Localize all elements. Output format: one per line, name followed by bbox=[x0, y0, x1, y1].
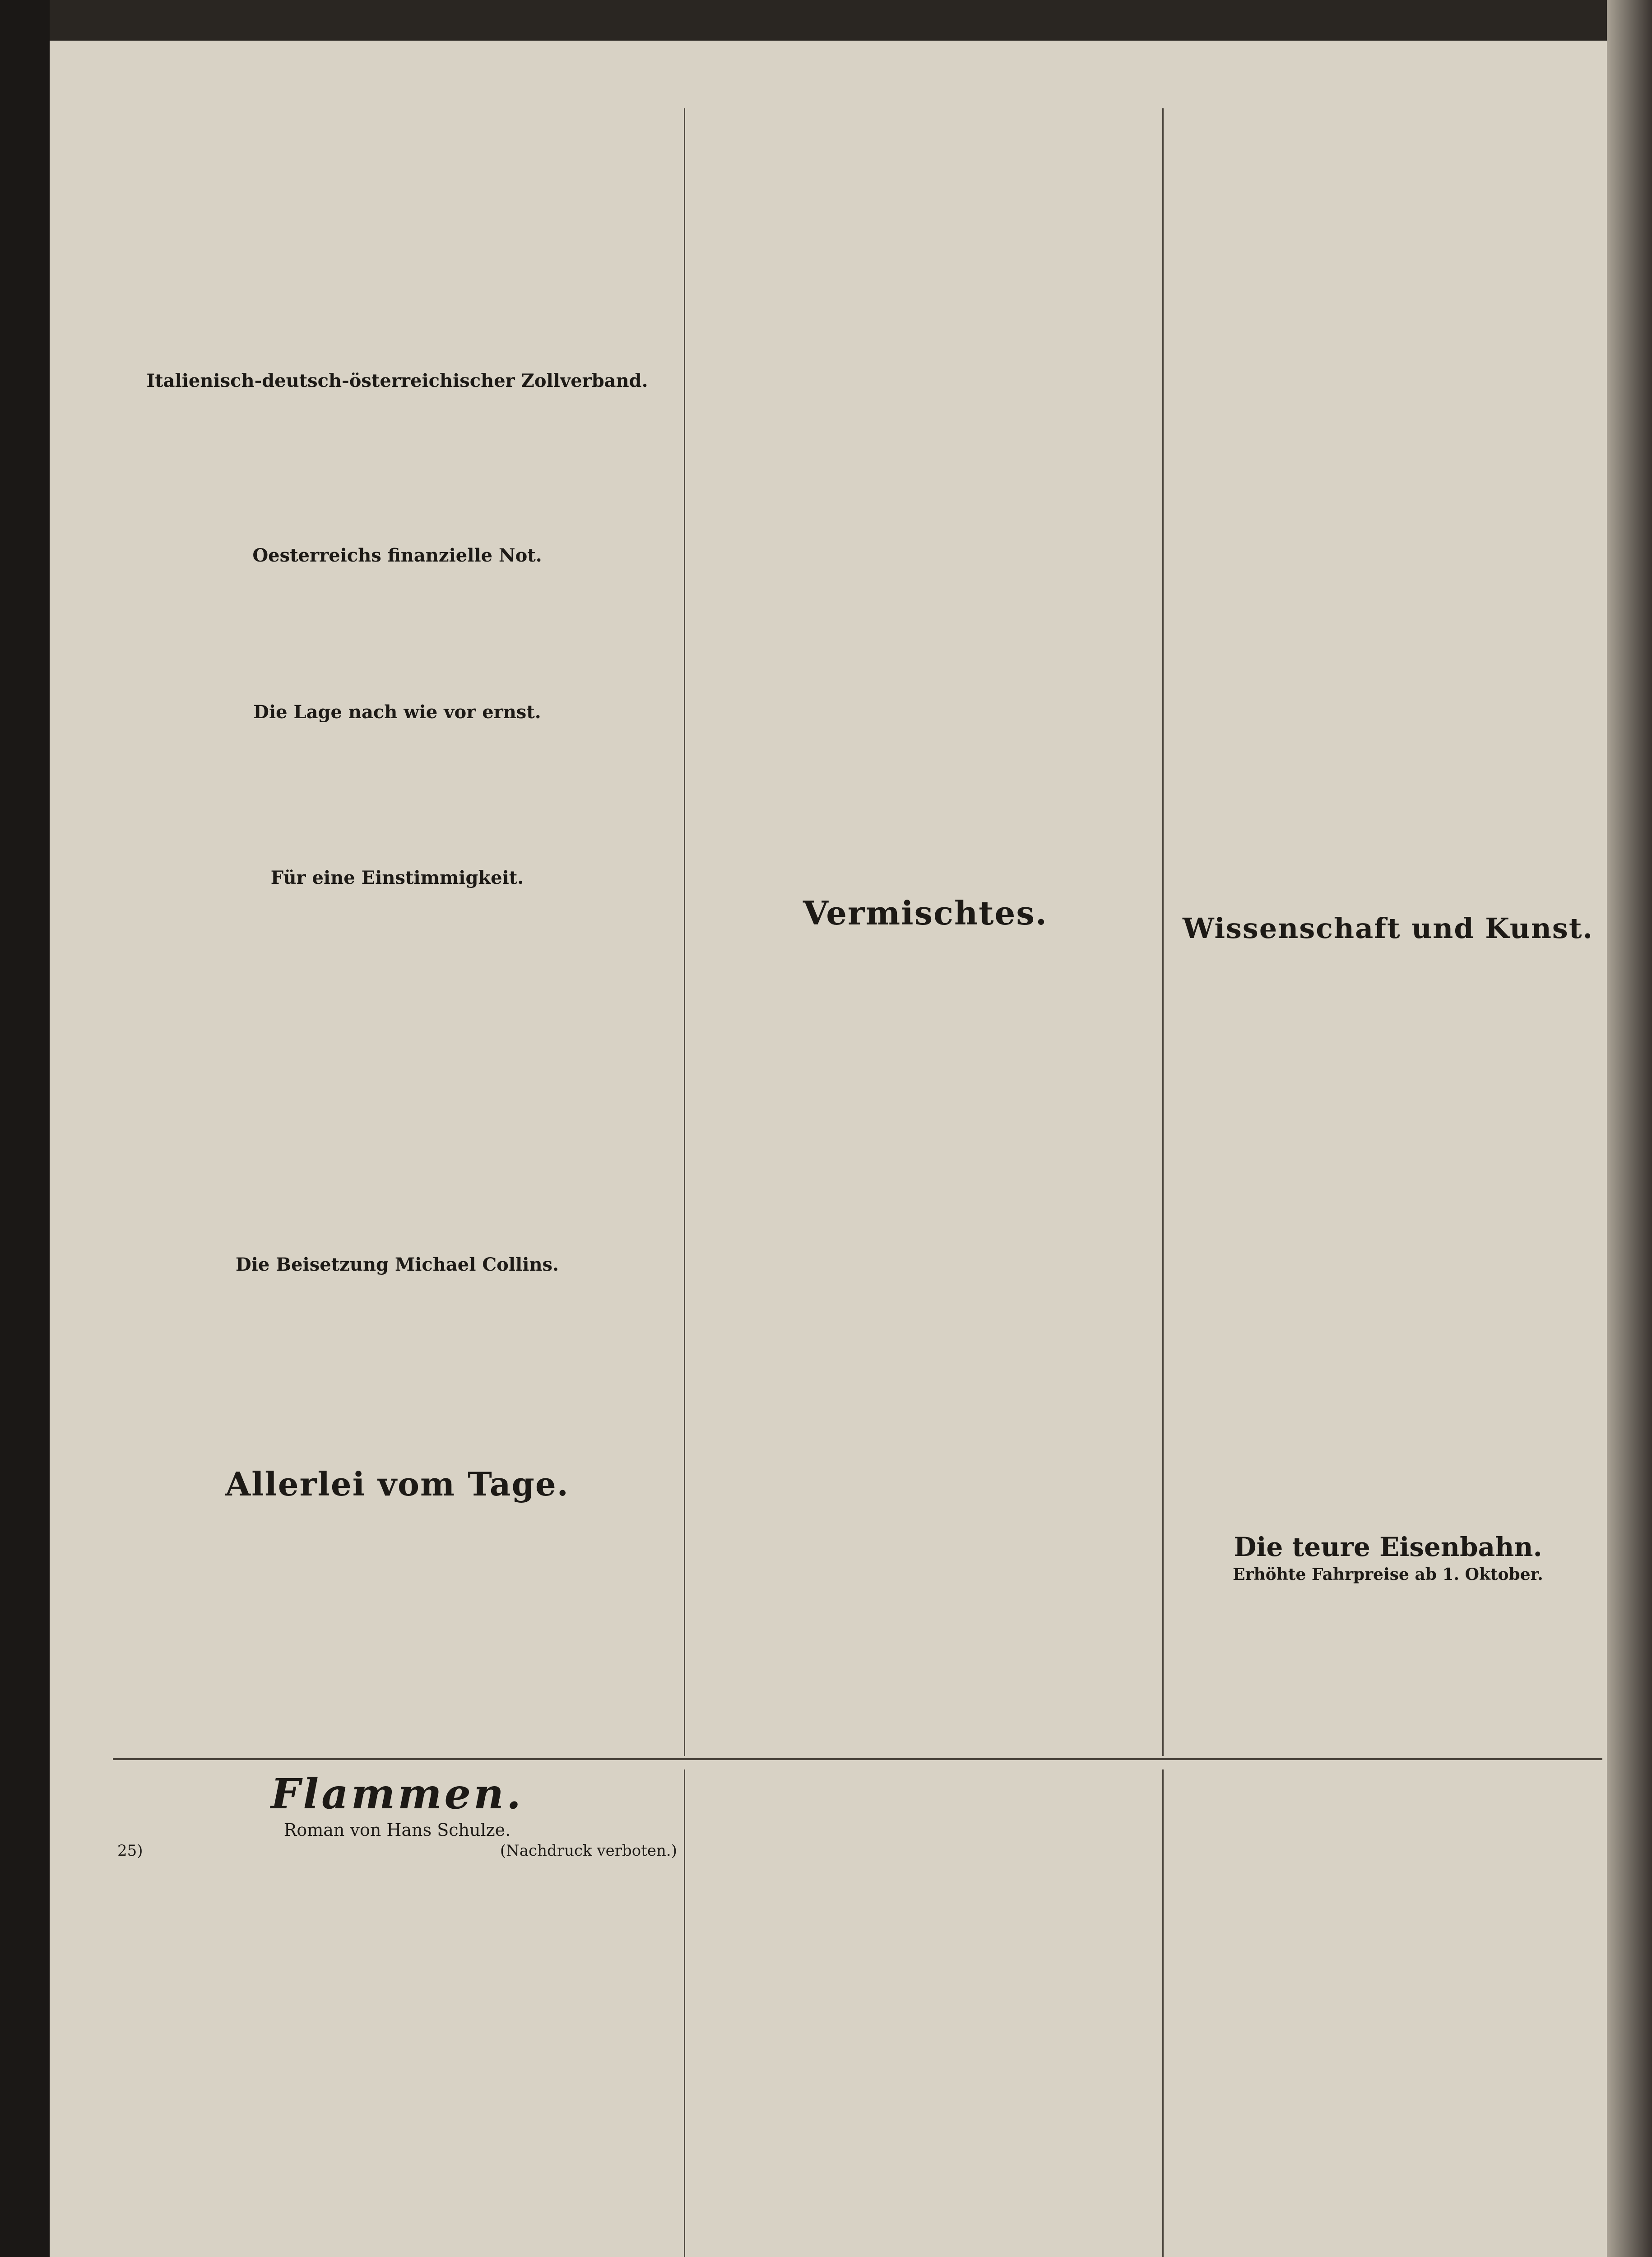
feuilleton-rule-1 bbox=[684, 1769, 685, 2257]
feuilleton-installment-line bbox=[117, 1842, 677, 1860]
column-middle bbox=[695, 108, 1155, 1756]
subhead-oesterreich: Oesterreichs finanzielle Not. bbox=[252, 545, 542, 566]
subhead-zollverband: Italienisch-deutsch-österreichischer Zollverband. bbox=[146, 370, 648, 391]
feuilleton-rule-2 bbox=[1162, 1769, 1164, 2257]
newspaper-page bbox=[50, 41, 1607, 2257]
eisenbahn-subheadline: Erhöhte Fahrpreise ab 1. Oktober. bbox=[1233, 1565, 1543, 1584]
subhead-einstimmigkeit: Für eine Einstimmigkeit. bbox=[270, 867, 524, 888]
column-rule-1 bbox=[684, 108, 685, 1756]
feuilleton-installment: 25) bbox=[117, 1842, 143, 1860]
column-rule-2 bbox=[1162, 108, 1164, 1756]
feuilleton-column-left bbox=[117, 1769, 677, 2257]
subhead-collins: Die Beisetzung Michael Collins. bbox=[236, 1254, 559, 1275]
headline-eisenbahn: Die teure Eisenbahn. bbox=[1234, 1532, 1542, 1562]
column-right bbox=[1174, 108, 1602, 1756]
feuilleton-separator bbox=[113, 1758, 1602, 1760]
feuilleton-title: Flammen. bbox=[270, 1769, 524, 1818]
feuilleton-note: (Nachdruck verboten.) bbox=[500, 1842, 677, 1860]
subhead-lage: Die Lage nach wie vor ernst. bbox=[253, 701, 541, 723]
page-fold bbox=[1607, 0, 1652, 2257]
book-spine bbox=[0, 0, 50, 2257]
headline-allerlei: Allerlei vom Tage. bbox=[225, 1465, 569, 1503]
feuilleton-column-right bbox=[1174, 1769, 1602, 2257]
headline-wissenschaft: Wissenschaft und Kunst. bbox=[1182, 912, 1594, 945]
feuilleton-column-middle bbox=[695, 1769, 1155, 2257]
column-left bbox=[117, 108, 677, 1756]
feuilleton-author: Roman von Hans Schulze. bbox=[283, 1820, 511, 1840]
headline-vermischtes: Vermischtes. bbox=[803, 894, 1048, 932]
